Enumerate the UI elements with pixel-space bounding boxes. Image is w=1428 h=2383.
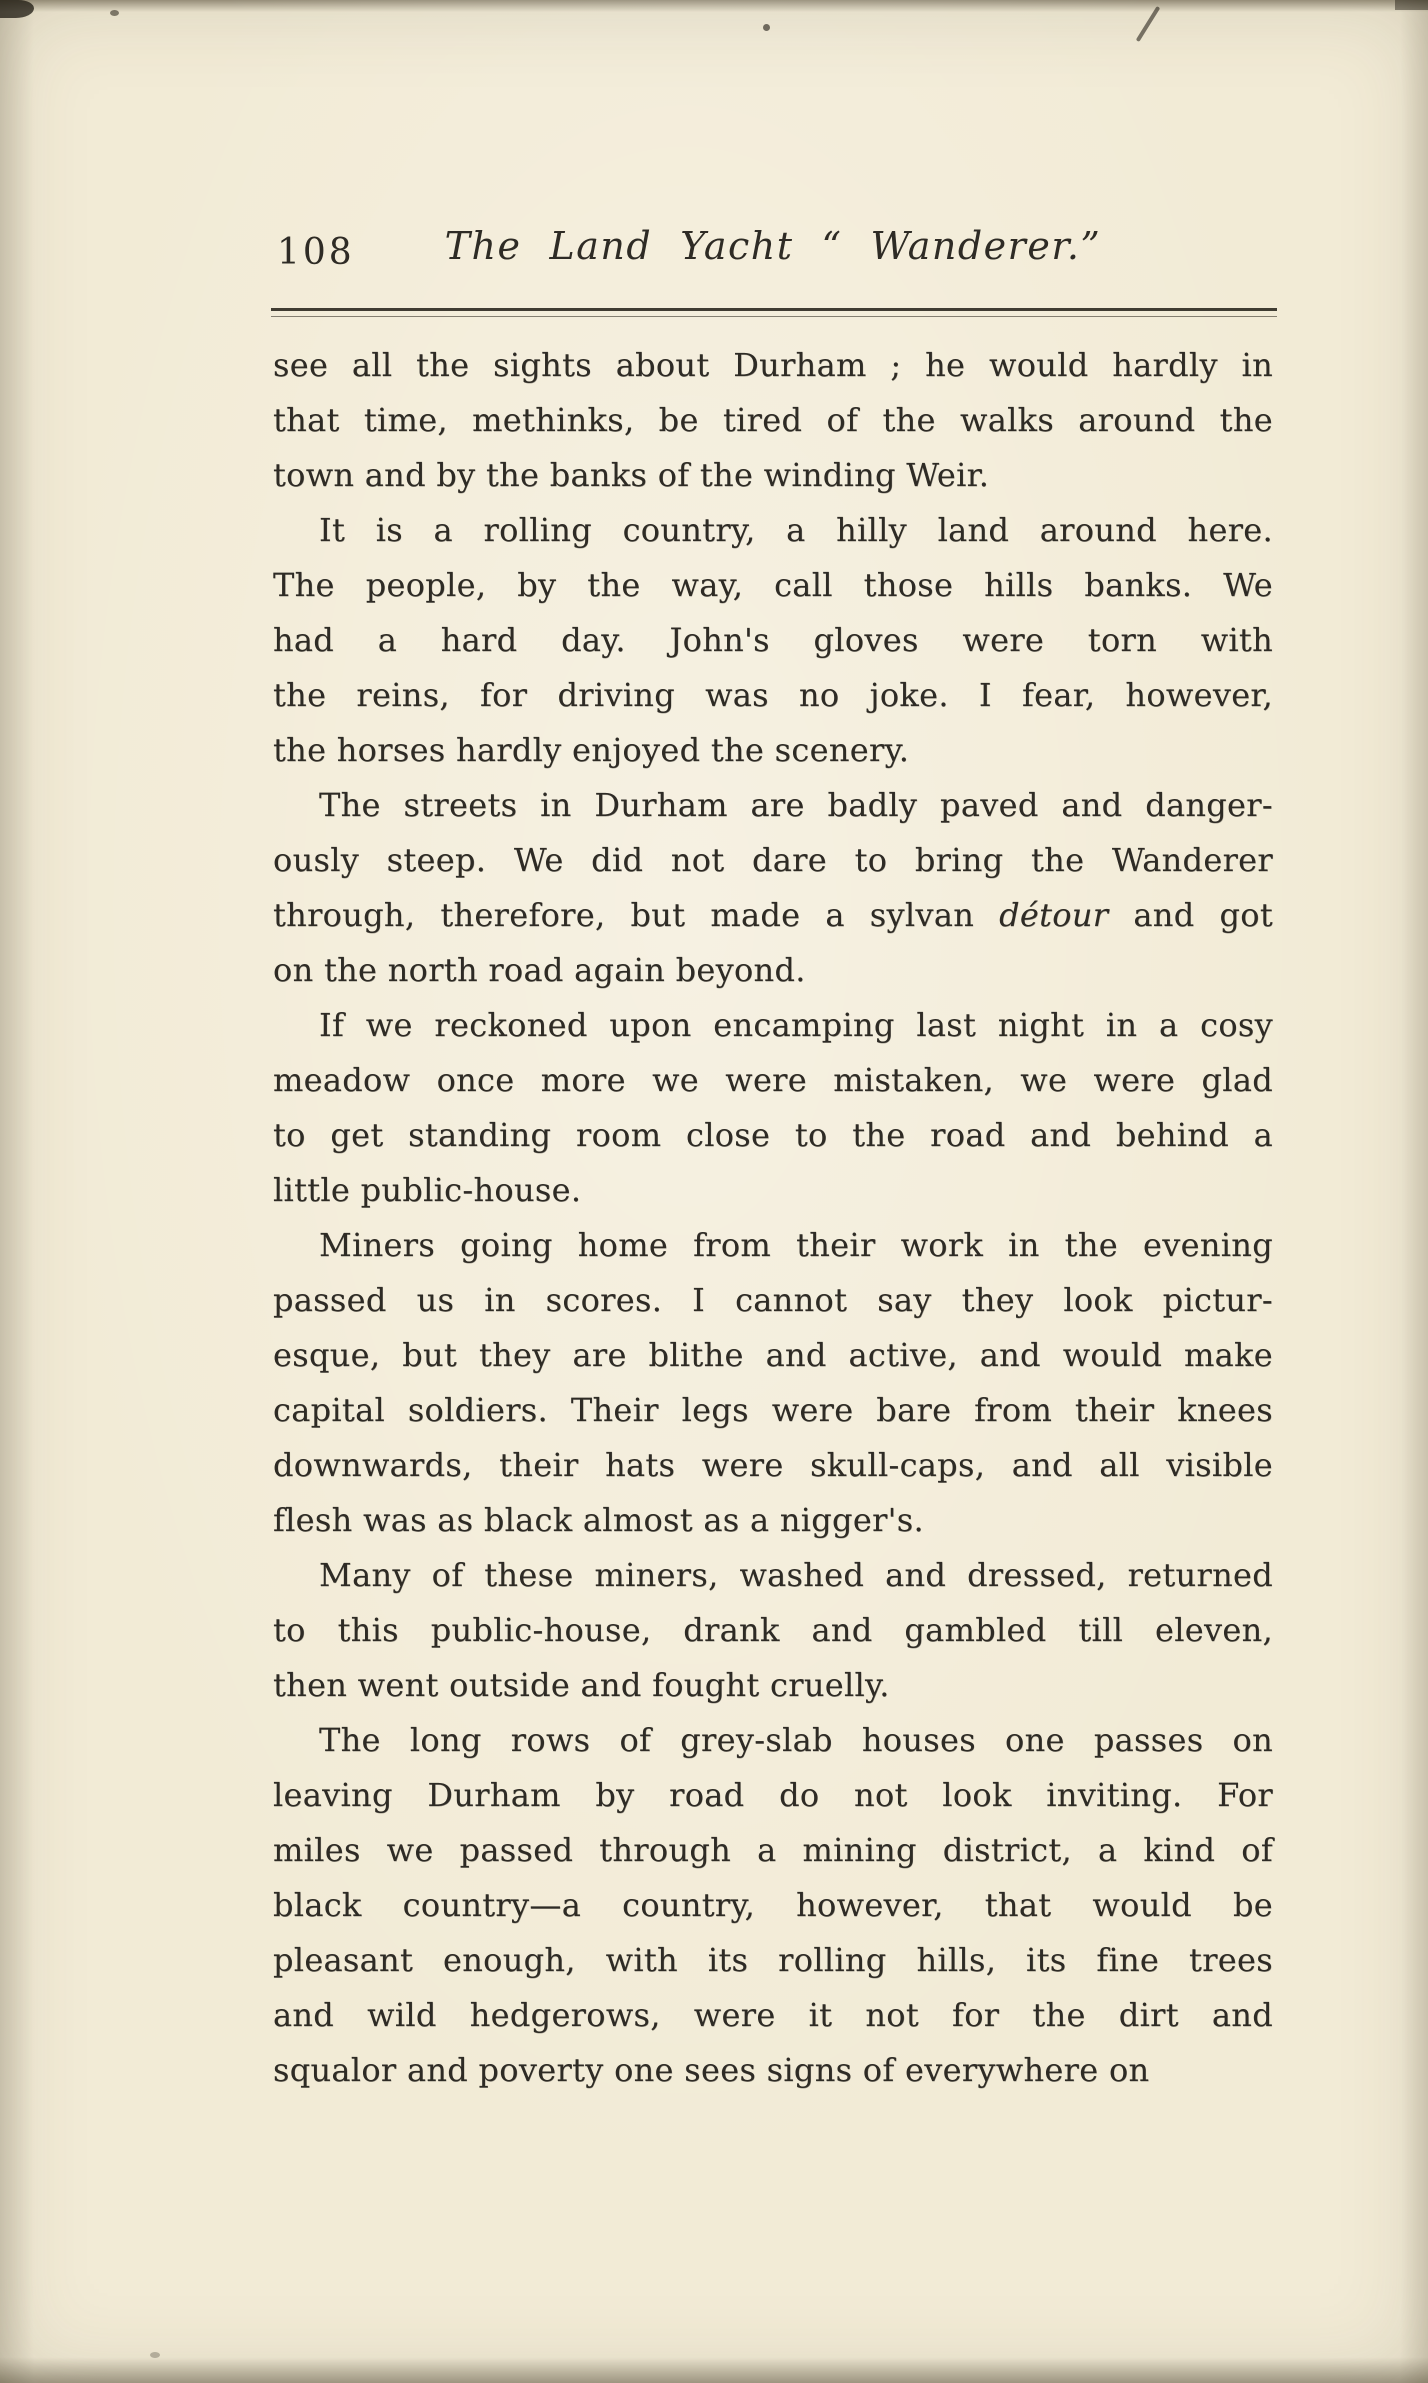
scan-artifact (0, 0, 34, 18)
paragraph (273, 338, 1273, 503)
text-line: It is a rolling country, a hilly land around here. (319, 511, 1273, 549)
text-line: then went outside and fought cruelly. (273, 1666, 890, 1704)
scan-artifact (150, 2352, 160, 2358)
text-line: miles we passed through a mining district, a kind of (273, 1831, 1273, 1869)
text-line: ously steep. We did not dare to bring the Wanderer (273, 841, 1273, 879)
body-text (273, 338, 1273, 2098)
text-line: meadow once more we were mistaken, we were glad (273, 1061, 1273, 1099)
scan-artifact (1395, 0, 1428, 10)
text-line: flesh was as black almost as a nigger's. (273, 1501, 924, 1539)
text-line: passed us in scores. I cannot say they look pictur- (273, 1281, 1273, 1319)
scan-artifact (1136, 6, 1161, 42)
paragraph (273, 1713, 1273, 2098)
paragraph (273, 998, 1273, 1218)
text-line: The streets in Durham are badly paved and danger- (319, 786, 1273, 824)
text-line: Many of these miners, washed and dressed, returned (319, 1556, 1273, 1594)
text-line: the horses hardly enjoyed the scenery. (273, 731, 910, 769)
text-line: on the north road again beyond. (273, 951, 806, 989)
text-line: The people, by the way, call those hills banks. We (273, 566, 1273, 604)
text-line: squalor and poverty one sees signs of everywhere on (273, 2051, 1150, 2089)
running-title: The Land Yacht “ Wanderer.” (444, 224, 1102, 268)
text-line: little public-house. (273, 1171, 582, 1209)
paragraph (273, 778, 1273, 998)
text-line: esque, but they are blithe and active, and would make (273, 1336, 1273, 1374)
text-line: leaving Durham by road do not look inviting. For (273, 1776, 1273, 1814)
scan-artifact (110, 10, 119, 16)
paragraph (273, 1548, 1273, 1713)
header-rule (271, 308, 1277, 317)
scan-artifact (763, 24, 770, 31)
text-line: Miners going home from their work in the evening (319, 1226, 1273, 1264)
text-line: and wild hedgerows, were it not for the dirt and (273, 1996, 1273, 2034)
text-line: to this public-house, drank and gambled till eleven, (273, 1611, 1273, 1649)
text-line: to get standing room close to the road and behind a (273, 1116, 1273, 1154)
paragraph (273, 1218, 1273, 1548)
text-line: town and by the banks of the winding Weir. (273, 456, 990, 494)
paragraph (273, 503, 1273, 778)
text-line: had a hard day. John's gloves were torn with (273, 621, 1273, 659)
text-line: through, therefore, but made a sylvan détour and got (273, 896, 1273, 934)
text-line: If we reckoned upon encamping last night in a cosy (319, 1006, 1273, 1044)
text-line: the reins, for driving was no joke. I fear, however, (273, 676, 1273, 714)
text-line: capital soldiers. Their legs were bare from their knees (273, 1391, 1273, 1429)
text-line: see all the sights about Durham ; he would hardly in (273, 346, 1273, 384)
page-number: 108 (277, 232, 355, 273)
text-line: that time, methinks, be tired of the walks around the (273, 401, 1273, 439)
text-line: downwards, their hats were skull-caps, and all visible (273, 1446, 1273, 1484)
text-line: The long rows of grey-slab houses one passes on (319, 1721, 1273, 1759)
page-header (273, 224, 1273, 288)
text-line: pleasant enough, with its rolling hills, its fine trees (273, 1941, 1273, 1979)
text-line: black country—a country, however, that would be (273, 1886, 1273, 1924)
